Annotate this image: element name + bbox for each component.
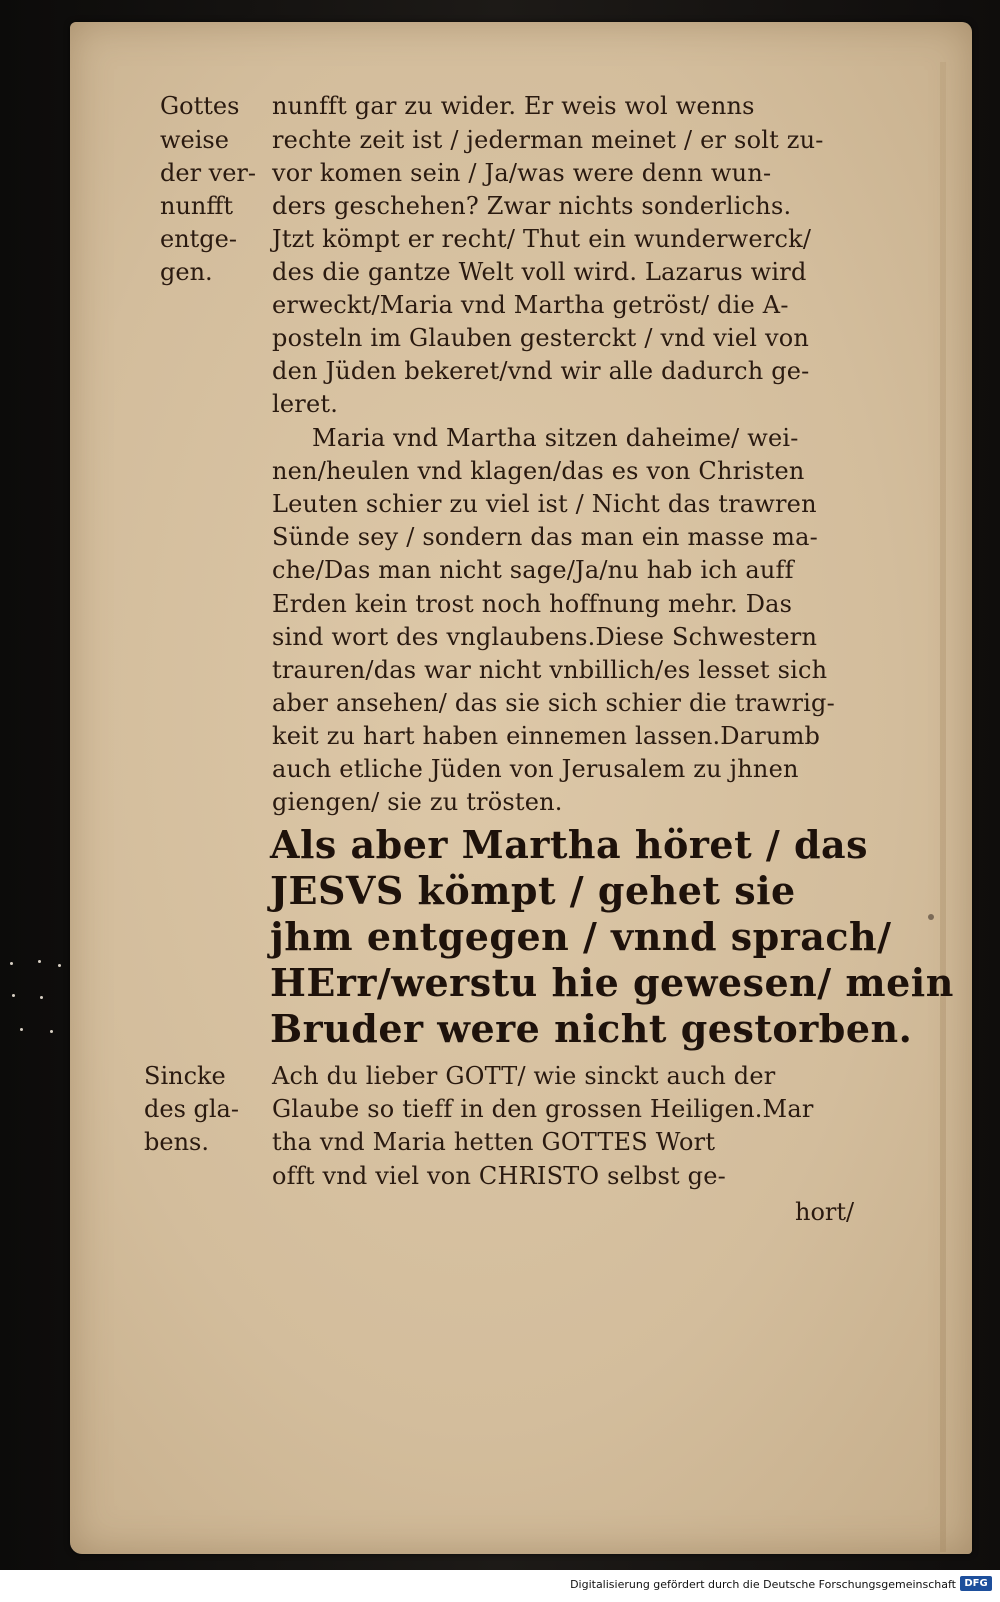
text-line: giengen/ sie zu trösten.: [272, 788, 563, 816]
text-line: Erden kein trost noch hoffnung mehr. Das: [272, 590, 793, 618]
margin-line: der ver-: [160, 159, 257, 187]
scripture-line: Bruder were nicht gestorben.: [270, 1006, 913, 1051]
text-line: ders geschehen? Zwar nichts sonderlichs.: [272, 192, 792, 220]
scan-edge-marks: [0, 960, 70, 1080]
text-line: Leuten schier zu viel ist / Nicht das trawren: [272, 490, 817, 518]
paper-speck: [928, 914, 934, 920]
margin-line: des gla-: [144, 1095, 239, 1123]
text-line: aber ansehen/ das sie sich schier die trawrig-: [272, 689, 835, 717]
text-line: leret.: [272, 390, 339, 418]
catchword: hort/: [795, 1198, 855, 1226]
text-line: trauren/das war nicht vnbillich/es lesset sich: [272, 656, 828, 684]
text-line: posteln im Glauben gesterckt / vnd viel von: [272, 324, 810, 352]
text-line: keit zu hart haben einnemen lassen.Darumb: [272, 722, 821, 750]
page-edge-shadow: [940, 62, 946, 1552]
dfg-logo: DFG: [960, 1576, 992, 1591]
text-line: erweckt/Maria vnd Martha getröst/ die A-: [272, 291, 789, 319]
text-line: tha vnd Maria hetten GOTTES Wort: [272, 1128, 716, 1156]
margin-line: nunfft: [160, 192, 234, 220]
digitization-footer: [0, 1570, 1000, 1602]
text-line: rechte zeit ist / jederman meinet / er solt zu-: [272, 126, 824, 154]
text-line: nunfft gar zu wider. Er weis wol wenns: [272, 92, 755, 120]
scripture-line: Als aber Martha höret / das: [270, 822, 869, 867]
margin-line: Sincke: [144, 1062, 226, 1090]
text-line: auch etliche Jüden von Jerusalem zu jhnen: [272, 755, 799, 783]
text-line: Sünde sey / sondern das man ein masse ma-: [272, 523, 818, 551]
text-line: che/Das man nicht sage/Ja/nu hab ich auff: [272, 556, 794, 584]
text-line: des die gantze Welt voll wird. Lazarus wird: [272, 258, 807, 286]
footer-credit: Digitalisierung gefördert durch die Deutsche Forschungsgemeinschaft: [570, 1578, 956, 1591]
margin-line: weise: [160, 126, 229, 154]
scripture-line: HErr/werstu hie gewesen/ mein: [270, 960, 954, 1005]
margin-line: bens.: [144, 1128, 209, 1156]
margin-line: entge-: [160, 225, 237, 253]
text-line: den Jüden bekeret/vnd wir alle dadurch ge-: [272, 357, 810, 385]
text-line: vor komen sein / Ja/was were denn wun-: [272, 159, 772, 187]
text-line: Jtzt kömpt er recht/ Thut ein wunderwerck/: [272, 225, 812, 253]
text-line: Glaube so tieff in den grossen Heiligen.Mar: [272, 1095, 814, 1123]
text-line: Ach du lieber GOTT/ wie sinckt auch der: [272, 1062, 776, 1090]
margin-line: gen.: [160, 258, 213, 286]
text-line: sind wort des vnglaubens.Diese Schwestern: [272, 623, 818, 651]
text-line: offt vnd viel von CHRISTO selbst ge-: [272, 1162, 726, 1190]
scripture-line: jhm entgegen / vnnd sprach/: [270, 914, 892, 959]
text-line: nen/heulen vnd klagen/das es von Christen: [272, 457, 805, 485]
margin-line: Gottes: [160, 92, 240, 120]
scripture-line: JESVS kömpt / gehet sie: [270, 868, 796, 913]
text-line: Maria vnd Martha sitzen daheime/ wei-: [312, 424, 799, 452]
